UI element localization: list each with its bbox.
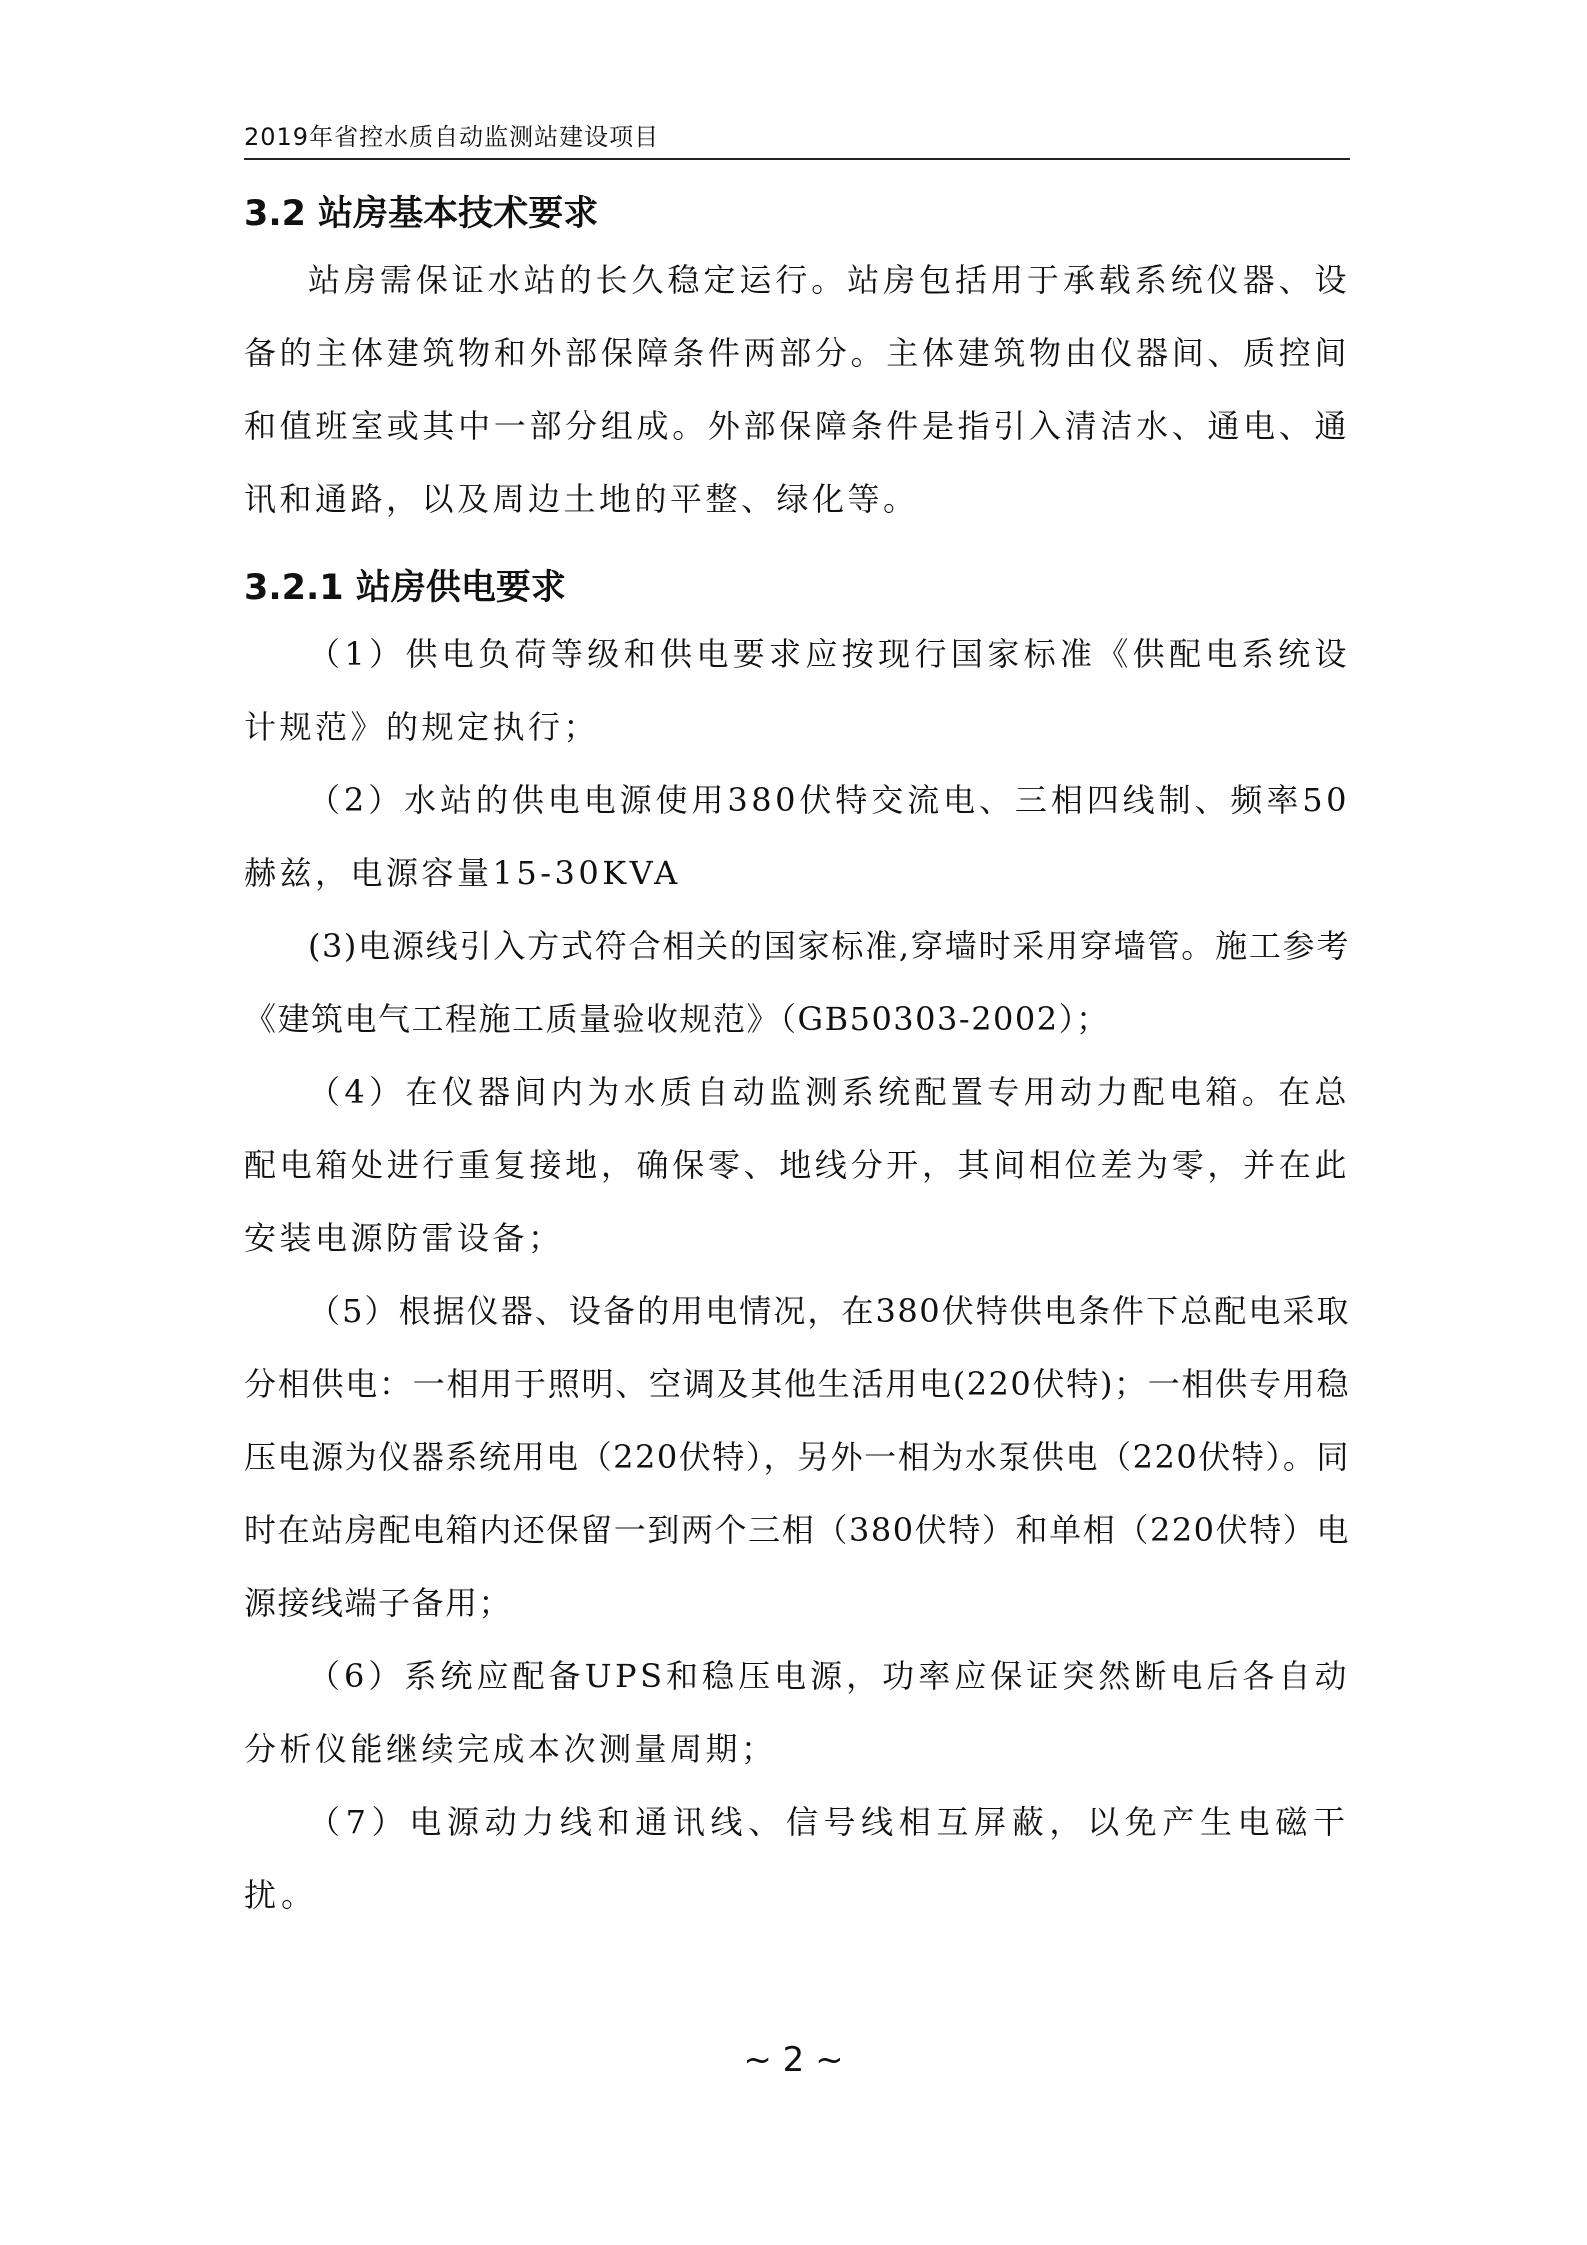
page-header [244,118,1350,160]
section-heading: 3.2 站房基本技术要求 [244,194,599,234]
requirement-item-5: （5）根据仪器、设备的用电情况，在380伏特供电条件下总配电采取分相供电：一相用于照明、空调及其他生活用电(220伏特)；一相供专用稳压电源为仪器系统用电（220伏特），另外一相为水泵供电（220伏特）。同时在站房配电箱内还保留一到两个三相（380伏特）和单相（220伏特）电源接线端子备用； [244,1292,1350,1622]
requirement-item-2: （2）水站的供电电源使用380伏特交流电、三相四线制、频率50赫兹，电源容量15-30KVA [244,781,1350,892]
requirement-item-3: (3)电源线引入方式符合相关的国家标准,穿墙时采用穿墙管。施工参考《建筑电气工程施工质量验收规范》（GB50303-2002）； [244,927,1350,1038]
subsection-heading: 3.2.1 站房供电要求 [244,568,566,608]
requirement-item-4: （4）在仪器间内为水质自动监测系统配置专用动力配电箱。在总配电箱处进行重复接地，确保零、地线分开，其间相位差为零，并在此安装电源防雷设备； [244,1073,1350,1257]
requirement-item-6: （6）系统应配备UPS和稳压电源，功率应保证突然断电后各自动分析仪能继续完成本次测量周期； [244,1657,1350,1768]
requirement-item-7: （7）电源动力线和通讯线、信号线相互屏蔽，以免产生电磁干扰。 [244,1803,1350,1914]
header-title: 2019年省控水质自动监测站建设项目 [244,123,660,151]
page-number: ~ 2 ~ [743,2040,844,2080]
requirement-item-1: （1）供电负荷等级和供电要求应按现行国家标准《供配电系统设计规范》的规定执行； [244,635,1350,746]
section-intro-paragraph: 站房需保证水站的长久稳定运行。站房包括用于承载系统仪器、设备的主体建筑物和外部保障条件两部分。主体建筑物由仪器间、质控间和值班室或其中一部分组成。外部保障条件是指引入清洁水、通电、通讯和通路，以及周边土地的平整、绿化等。 [244,261,1350,518]
document-body [244,184,1350,1932]
